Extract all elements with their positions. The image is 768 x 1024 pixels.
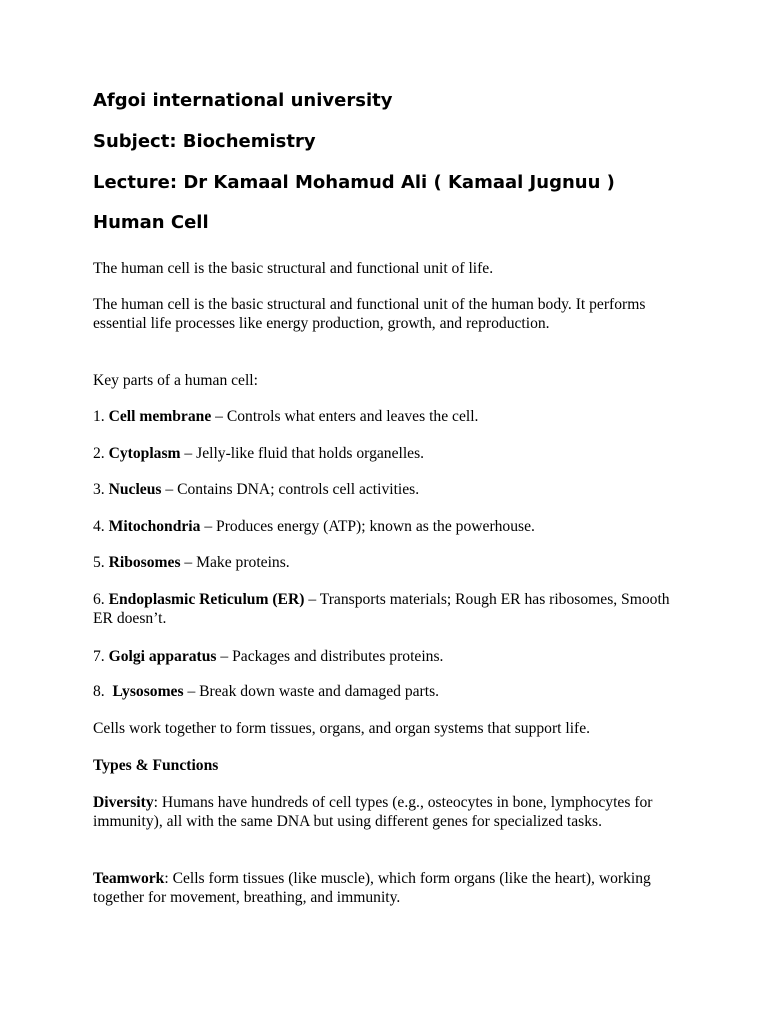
diversity-text: : Humans have hundreds of cell types (e.g., osteocytes in bone, lymphocytes for immunity), all with the same DNA but using different genes for specialized tasks. <box>93 794 653 830</box>
list-item-term: Lysosomes <box>112 683 184 700</box>
lecture-heading: Lecture: Dr Kamaal Mohamud Ali ( Kamaal Jugnuu ) <box>93 172 615 193</box>
summary-paragraph: Cells work together to form tissues, organs, and organ systems that support life. <box>93 720 591 737</box>
key-parts-label: Key parts of a human cell: <box>93 372 258 389</box>
list-item-number: 4. <box>93 518 105 535</box>
list-item-description: – Controls what enters and leaves the cell. <box>211 408 479 425</box>
list-item-number: 5. <box>93 554 105 571</box>
list-item-term: Mitochondria <box>108 518 201 535</box>
list-item <box>93 647 683 666</box>
subject-heading: Subject: Biochemistry <box>93 131 316 152</box>
list-item-number: 3. <box>93 481 105 498</box>
list-item-description: – Produces energy (ATP); known as the powerhouse. <box>200 518 535 535</box>
list-item-description: – Make proteins. <box>180 554 290 571</box>
list-item <box>93 407 683 426</box>
topic-heading: Human Cell <box>93 212 209 233</box>
list-item-description: – Break down waste and damaged parts. <box>183 683 440 700</box>
list-item-term: Ribosomes <box>108 554 181 571</box>
list-item-number: 2. <box>93 445 105 462</box>
university-heading: Afgoi international university <box>93 90 393 111</box>
teamwork-term: Teamwork <box>93 870 165 887</box>
list-item-description: – Transports materials; Rough ER has ribosomes, Smooth ER doesn’t. <box>93 591 670 627</box>
list-item-number: 1. <box>93 408 105 425</box>
list-item-term: Cell membrane <box>108 408 212 425</box>
list-item-number: 7. <box>93 648 105 665</box>
list-item-description: – Jelly-like fluid that holds organelles. <box>180 445 425 462</box>
intro-paragraph-2: The human cell is the basic structural and functional unit of the human body. It performs essential life processes like energy production, growth, and reproduction. <box>93 296 646 332</box>
diversity-paragraph <box>93 793 683 831</box>
list-item-term: Nucleus <box>108 481 162 498</box>
intro-paragraph-1: The human cell is the basic structural and functional unit of life. <box>93 260 494 277</box>
list-item-term: Endoplasmic Reticulum (ER) <box>108 591 305 608</box>
list-item-description: – Packages and distributes proteins. <box>216 648 444 665</box>
list-item-term: Golgi apparatus <box>108 648 217 665</box>
teamwork-text: : Cells form tissues (like muscle), which form organs (like the heart), working together for movement, breathing, and immunity. <box>93 870 651 906</box>
list-item <box>93 682 683 701</box>
list-item <box>93 590 683 628</box>
list-item-number: 6. <box>93 591 105 608</box>
teamwork-paragraph <box>93 869 683 907</box>
list-item-number: 8. <box>93 683 109 700</box>
list-item-description: – Contains DNA; controls cell activities. <box>161 481 420 498</box>
list-item <box>93 517 683 536</box>
list-item <box>93 480 683 499</box>
diversity-term: Diversity <box>93 794 154 811</box>
list-item <box>93 444 683 463</box>
types-heading <box>93 756 683 775</box>
types-heading-text: Types & Functions <box>93 757 219 774</box>
list-item-term: Cytoplasm <box>108 445 181 462</box>
list-item <box>93 553 683 572</box>
